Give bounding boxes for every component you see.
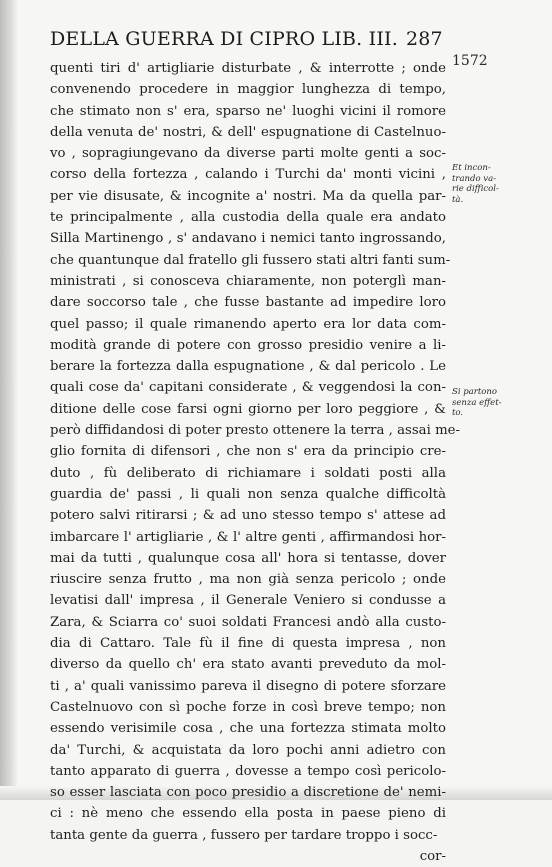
running-head <box>50 28 443 50</box>
text-line: ti , a' quali vanissimo pareva il disegno di potere sforzare <box>50 678 446 694</box>
text-line: riuscire senza frutto , ma non già senza pericolo ; onde <box>50 572 446 588</box>
text-line: levatisi dall' impresa , il Generale Veniero si condusse a <box>50 593 446 609</box>
margin-note-line: rie difficol- <box>452 184 499 194</box>
text-line: però diffidandosi di poter presto ottenere la terra , assai me- <box>50 423 461 439</box>
text-line: che stimato non s' era, sparso ne' luoghi vicini il romore <box>50 103 446 119</box>
margin-note-line: to. <box>452 408 464 418</box>
margin-note-line: senza effet- <box>452 397 502 408</box>
text-line: so esser lasciata con poco presidio a discretione de' nemi- <box>50 785 446 801</box>
text-line: mai da tutti , qualunque cosa all' hora si tentasse, dover <box>50 550 446 566</box>
body-text <box>50 58 461 867</box>
margin-note-line: trando va- <box>452 173 497 184</box>
page-number: 287 <box>405 28 443 50</box>
text-line: berare la fortezza dalla espugnatione , & dal pericolo . Le <box>50 359 446 375</box>
running-title: DELLA GUERRA DI CIPRO LIB. III. <box>50 28 398 50</box>
text-line: tanta gente da guerra , fussero per tardare troppo i socc- <box>50 827 438 843</box>
text-line: te principalmente , alla custodia della quale era andato <box>50 210 446 226</box>
text-line: che quantunque dal fratello gli fussero stati altri fanti sum- <box>50 252 451 268</box>
text-line: della venuta de' nostri, & dell' espugnatione di Castelnuo- <box>50 124 446 140</box>
margin-note-2 <box>452 387 524 419</box>
text-line: quel passo; il quale rimanendo aperto era lor data com- <box>50 316 446 332</box>
text-line: Castelnuovo con sì poche forze in così breve tempo; non <box>50 699 446 715</box>
text-line: modità grande di potere con grosso presidio venire a li- <box>50 337 446 353</box>
text-line: potero salvi ritirarsi ; & ad uno stesso tempo s' attese ad <box>50 508 446 524</box>
margin-note-line: tà. <box>452 194 464 205</box>
text-line: Silla Martinengo , s' andavano i nemici tanto ingrossando, <box>50 231 446 247</box>
text-line: corso della fortezza , calando i Turchi da' monti vicini , <box>50 167 446 183</box>
margin-note-line: Et incon- <box>452 163 491 173</box>
text-line: convenendo procedere in maggior lunghezza di tempo, <box>50 82 446 98</box>
text-line: essendo verisimile cosa , che una fortezza stimata molto <box>50 721 446 737</box>
text-line: da' Turchi, & acquistata da loro pochi anni adietro con <box>50 742 446 758</box>
text-line: quenti tiri d' artigliarie disturbate , & interrotte ; onde <box>50 61 446 76</box>
text-line: ministrati , si conosceva chiaramente, non poterglì man- <box>50 273 446 289</box>
text-line: Zara, & Sciarra co' suoi soldati Francesi andò alla custo- <box>50 614 446 630</box>
margin-note-1 <box>452 163 524 205</box>
text-line: diverso da quello ch' era stato avanti preveduto da mol- <box>50 657 446 673</box>
text-line: ci : nè meno che essendo ella posta in paese pieno di <box>50 806 446 822</box>
text-line: dare soccorso tale , che fusse bastante ad impedire loro <box>50 295 446 311</box>
text-line: per vie disusate, & incognite a' nostri. Ma da quella par- <box>50 188 446 204</box>
text-line: imbarcare l' artigliarie , & l' altre genti , affirmandosi hor- <box>50 529 446 545</box>
catchword: cor- <box>419 848 446 864</box>
text-line: glio fornita di difensori , che non s' era da principio cre- <box>50 444 446 460</box>
text-line: duto , fù deliberato di richiamare i soldati posti alla <box>50 465 446 481</box>
margin-note-line: Si partono <box>452 387 497 397</box>
text-line: ditione delle cose farsi ogni giorno per loro peggiore , & <box>50 401 446 417</box>
text-line: tanto apparato di guerra , dovesse a tempo così pericolo- <box>50 763 446 779</box>
text-line: guardia de' passi , li quali non senza qualche difficoltà <box>50 486 446 502</box>
page-gutter-shadow <box>0 0 18 800</box>
text-line: dia di Cattaro. Tale fù il fine di questa impresa , non <box>50 636 446 652</box>
margin-year: 1572 <box>452 53 488 69</box>
text-line: quali cose da' capitani considerate , & veggendosi la con- <box>50 380 446 396</box>
text-line: vo , sopragiungevano da diverse parti molte genti a soc- <box>50 146 446 162</box>
